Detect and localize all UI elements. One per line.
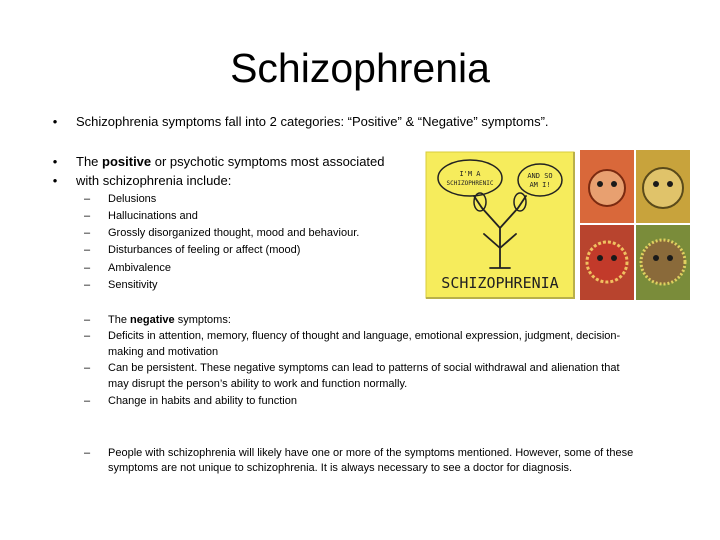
cat-eye (653, 255, 659, 261)
slide-title: Schizophrenia (230, 45, 490, 91)
bubble-right-text-2: AM I! (529, 181, 551, 189)
bold-negative: negative (130, 314, 175, 326)
schizophrenia-note-illustration (424, 150, 576, 300)
bullet-glyph: • (52, 154, 58, 169)
bubble-right-text: AND SO (527, 172, 553, 180)
note-caption: SCHIZOPHRENIA (441, 274, 559, 292)
bubble-left-text-2: SCHIZOPHRENIC (446, 180, 494, 187)
text-part: symptoms: (174, 314, 231, 326)
cat-eye (667, 255, 673, 261)
bullet-text: with schizophrenia include: (76, 173, 232, 188)
cat-eye (597, 255, 603, 261)
negative-item-line: Change in habits and ability to function (108, 395, 297, 407)
dash-glyph: – (84, 395, 91, 407)
text-part: The (76, 154, 103, 169)
cat-face-3 (587, 242, 627, 282)
cat-eye (611, 255, 617, 261)
negative-intro-text (108, 312, 231, 328)
positive-item-text: Disturbances of feeling or affect (mood) (108, 244, 301, 256)
cat-eye (611, 181, 617, 187)
bold-positive: positive (102, 154, 152, 169)
cat-eye (667, 181, 673, 187)
text-part: The (108, 314, 131, 326)
cat-face-4 (641, 240, 685, 284)
dash-glyph: – (84, 447, 91, 459)
cat-eye (597, 181, 603, 187)
bullet-text (76, 153, 385, 170)
bullet-glyph: • (52, 114, 58, 129)
dash-glyph: – (84, 227, 91, 239)
dash-glyph: – (84, 314, 91, 326)
positive-item-text: Hallucinations and (108, 210, 198, 222)
cat-paintings (580, 150, 690, 300)
negative-item-line: Can be persistent. These negative symptoms can lead to patterns of social withdrawal and alienation that (108, 362, 620, 374)
dash-glyph: – (84, 244, 91, 256)
bullet-glyph: • (52, 173, 58, 188)
dash-glyph: – (84, 330, 91, 342)
cat-face-1 (589, 170, 625, 206)
cat-eye (653, 181, 659, 187)
cat-face-2 (643, 168, 683, 208)
positive-item-text: Sensitivity (108, 279, 158, 291)
closing-line: People with schizophrenia will likely have one or more of the symptoms mentioned. However, some of these (108, 447, 634, 459)
positive-item-text: Ambivalence (108, 262, 171, 274)
dash-glyph: – (84, 262, 91, 274)
text-part: or psychotic symptoms most associated (151, 154, 385, 169)
dash-glyph: – (84, 362, 91, 374)
dash-glyph: – (84, 193, 91, 205)
positive-item-text: Grossly disorganized thought, mood and behaviour. (108, 227, 360, 239)
dash-glyph: – (84, 210, 91, 222)
dash-glyph: – (84, 279, 91, 291)
negative-item-line: Deficits in attention, memory, fluency of thought and language, emotional expression, judgment, decision- (108, 330, 621, 342)
positive-item-text: Delusions (108, 193, 157, 205)
bubble-left-text: I'M A (459, 170, 481, 178)
negative-item-line: making and motivation (108, 346, 219, 358)
closing-line: symptoms are not unique to schizophrenia. It is always necessary to see a doctor for diagnosis. (108, 462, 573, 474)
bullet-text: Schizophrenia symptoms fall into 2 categories: “Positive” & “Negative” symptoms”. (76, 114, 549, 129)
negative-item-line: may disrupt the person’s ability to work and function normally. (108, 378, 408, 390)
